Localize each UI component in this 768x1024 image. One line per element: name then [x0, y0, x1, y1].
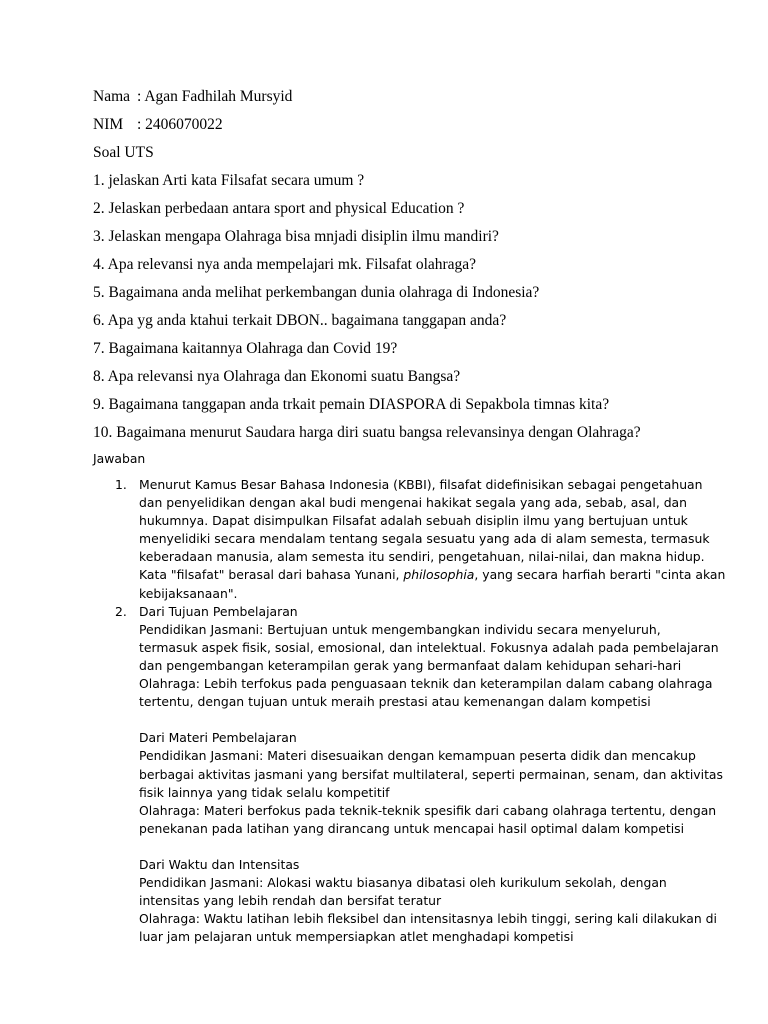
answer-2-line: fisik lainnya yang tidak selalu kompetitif	[139, 784, 390, 800]
answer-1-line: keberadaan manusia, alam semesta itu sendiri, pengetahuan, nilai-nilai, dan makna hidup.	[139, 549, 705, 565]
answer-1-line: Menurut Kamus Besar Bahasa Indonesia (KBBI), filsafat didefinisikan sebagai pengetahuan	[139, 477, 703, 492]
answer-1-italic-term: philosophia	[403, 567, 475, 583]
nim-label: NIM	[93, 116, 124, 133]
answer-list	[93, 476, 726, 946]
question-5: 5. Bagaimana anda melihat perkembangan dunia olahraga di Indonesia?	[93, 284, 540, 301]
nim-value: : 2406070022	[137, 116, 223, 133]
answer-2-line: Olahraga: Waktu latihan lebih fleksibel dan intensitasnya lebih tinggi, sering kali dilakukan di	[139, 911, 717, 927]
answer-1-line: kebijaksanaan".	[139, 585, 238, 601]
answer-2	[93, 603, 723, 947]
answer-2-subheading: Dari Tujuan Pembelajaran	[139, 603, 298, 619]
answer-1-line: menyelidiki secara mendalam tentang segala sesuatu yang ada di alam semesta, termasuk	[139, 531, 710, 547]
question-7: 7. Bagaimana kaitannya Olahraga dan Covid 19?	[93, 340, 398, 357]
exam-title: Soal UTS	[93, 144, 154, 161]
answer-1	[93, 476, 726, 603]
question-2: 2. Jelaskan perbedaan antara sport and physical Education ?	[93, 200, 465, 217]
answer-2-line: berbagai aktivitas jasmani yang bersifat multilateral, seperti permainan, senam, dan aktivitas	[139, 766, 723, 782]
question-8: 8. Apa relevansi nya Olahraga dan Ekonomi suatu Bangsa?	[93, 368, 461, 385]
question-9: 9. Bagaimana tanggapan anda trkait pemain DIASPORA di Sepakbola timnas kita?	[93, 396, 610, 413]
answer-1-line: hukumnya. Dapat disimpulkan Filsafat adalah sebuah disiplin ilmu yang bertujuan untuk	[139, 513, 688, 529]
question-6: 6. Apa yg anda ktahui terkait DBON.. bagaimana tanggapan anda?	[93, 312, 507, 329]
answer-2-line: Olahraga: Lebih terfokus pada penguasaan teknik dan keterampilan dalam cabang olahraga	[139, 676, 713, 692]
answer-2-line: Olahraga: Materi berfokus pada teknik-teknik spesifik dari cabang olahraga tertentu, dengan	[139, 802, 717, 818]
answer-2-line: tertentu, dengan tujuan untuk meraih prestasi atau kemenangan dalam kompetisi	[139, 694, 651, 710]
question-3: 3. Jelaskan mengapa Olahraga bisa mnjadi disiplin ilmu mandiri?	[93, 228, 499, 245]
answer-2-number: 2.	[115, 603, 127, 619]
answer-1-text: , yang secara harfiah berarti "cinta akan	[474, 567, 726, 583]
question-10: 10. Bagaimana menurut Saudara harga diri suatu bangsa relevansinya dengan Olahraga?	[93, 424, 641, 441]
answers-heading: Jawaban	[93, 451, 146, 466]
paragraph-gap	[139, 838, 693, 856]
paragraph-gap	[139, 711, 693, 729]
answer-2-line: Pendidikan Jasmani: Materi disesuaikan dengan kemampuan peserta didik dan mencakup	[139, 748, 696, 764]
answer-2-line: Pendidikan Jasmani: Bertujuan untuk mengembangkan individu secara menyeluruh,	[139, 621, 661, 637]
answer-1-line	[139, 566, 726, 584]
name-label: Nama	[93, 88, 131, 105]
answer-2-line: termasuk aspek fisik, sosial, emosional, dan intelektual. Fokusnya adalah pada pembelajaran	[139, 639, 719, 655]
answer-1-line: dan penyelidikan dengan akal budi mengenai hakikat segala yang ada, sebab, asal, dan	[139, 495, 688, 511]
nim-line	[93, 116, 223, 134]
question-4: 4. Apa relevansi nya anda mempelajari mk. Filsafat olahraga?	[93, 256, 477, 273]
name-line	[93, 88, 292, 106]
answer-2-line: penekanan pada latihan yang dirancang untuk mencapai hasil optimal dalam kompetisi	[139, 820, 685, 836]
answer-2-line: Pendidikan Jasmani: Alokasi waktu biasanya dibatasi oleh kurikulum sekolah, dengan	[139, 875, 667, 891]
answer-2-line: luar jam pelajaran untuk mempersiapkan atlet menghadapi kompetisi	[139, 929, 574, 945]
answer-1-text: Kata "filsafat" berasal dari bahasa Yunani,	[139, 567, 404, 583]
answer-2-subheading: Dari Waktu dan Intensitas	[139, 856, 300, 872]
name-value: : Agan Fadhilah Mursyid	[137, 88, 293, 105]
answer-2-line: dan pengembangan keterampilan gerak yang bermanfaat dalam kehidupan sehari-hari	[139, 657, 682, 673]
question-1: 1. jelaskan Arti kata Filsafat secara umum ?	[93, 172, 365, 189]
answer-2-line: intensitas yang lebih rendah dan bersifat teratur	[139, 893, 442, 909]
answer-1-number: 1.	[115, 477, 127, 492]
answer-2-subheading: Dari Materi Pembelajaran	[139, 730, 297, 746]
